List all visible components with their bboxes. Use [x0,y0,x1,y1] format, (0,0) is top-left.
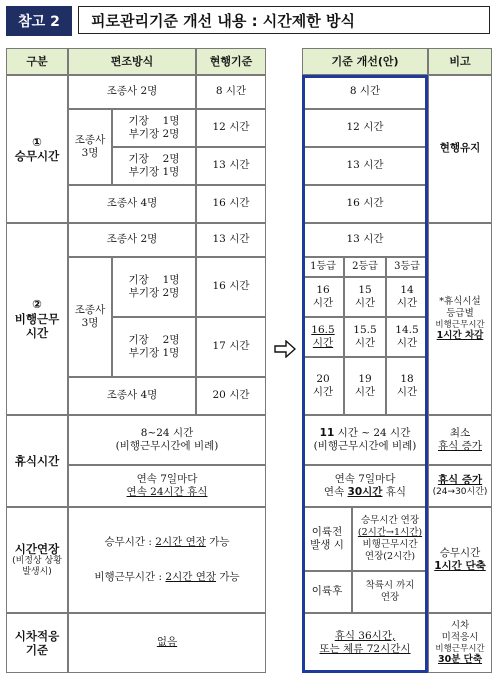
grade-header: 1등급 [302,257,344,277]
grade-hours: 19 [358,372,372,385]
category-label: 시간연장 [14,541,60,556]
grade-value [302,357,344,415]
current-rest-1 [68,415,266,465]
remark-flight: 현행유지 [428,75,492,223]
proposed-value: 16 시간 [302,185,428,223]
current-line: 연속 7일마다 [136,472,198,485]
current-value: 13 시간 [196,223,266,257]
proposed-line: 휴식 36시간, [334,629,396,642]
crew-line: 기장 2명 [128,152,180,165]
crew-cell: 조종사 4명 [68,185,196,223]
crew-line: 기장 1명 [128,114,180,127]
grade-hours: 18 [400,372,414,385]
grade-value [386,317,428,357]
grade-hours: 15.5 [353,323,377,336]
current-rest-2 [68,465,266,507]
grade-hours: 16.5 [311,323,335,336]
remark-duty [428,223,492,415]
current-line: 연속 24시간 휴식 [126,486,208,498]
current-line: 8~24 시간 [140,426,194,439]
grade-hours: 14 [400,283,414,296]
crew-cell: 조종사 4명 [68,377,196,415]
remark-line: 비행근무시간 [435,319,485,330]
crew-line: 기장 1명 [128,273,180,286]
crew-composition [112,317,196,377]
remark-line: (24→30시간) [432,486,488,497]
condition-after-takeoff: 이륙후 [302,571,352,613]
remark-emphasis: 1시간 단축 [434,560,486,572]
remark-rest-1 [428,415,492,465]
proposed-line: 비행근무시간 [362,539,418,550]
proposed-text: 시간 ~ 24 시간 [334,426,411,439]
grade-unit: 시간 [354,386,376,398]
crew-line: 부기장 1명 [128,166,180,178]
current-text: 승무시간 : [104,535,156,548]
crew-cell [68,257,112,377]
remark-emphasis: 1시간 차감 [436,330,484,342]
crew-composition [112,257,196,317]
remark-jetlag [428,613,492,673]
current-value: 13 시간 [196,147,266,185]
category-extension [6,507,68,613]
grade-unit: 시간 [396,337,418,349]
header-crew: 편조방식 [68,48,196,75]
header-remarks: 비고 [428,48,492,75]
section-tag: 참고 2 [6,6,72,36]
current-emphasis: 2시간 연장 [165,571,217,583]
category-label: 시차적응 [14,628,60,643]
emphasis-number: 11 [319,426,335,439]
current-text: 가능 [205,535,230,548]
crew-label: 조종사 [74,303,106,316]
remark-emphasis: 30분 단축 [437,654,483,666]
current-line: (비행근무시간에 비례) [115,440,219,452]
current-value: 16 시간 [196,185,266,223]
proposed-line: 연장 [380,592,400,603]
proposed-line: 연장(2시간) [364,550,416,562]
remark-line: 등급별 [446,307,474,319]
crew-composition [112,147,196,185]
proposed-line: 승무시간 연장 [360,515,420,527]
current-line [104,536,229,549]
header-current: 현행기준 [196,48,266,75]
crew-line: 부기장 2명 [128,128,180,140]
category-flight-time [6,75,68,223]
crew-count: 3명 [81,317,99,329]
proposed-line [324,486,406,499]
current-emphasis: 2시간 연장 [155,535,206,548]
header-category: 구분 [6,48,68,75]
grade-unit: 시간 [396,297,418,309]
proposed-value: 12 시간 [302,109,428,147]
proposed-text: 휴식 [382,486,407,498]
emphasis-number: 30시간 [347,486,383,498]
crew-cell [68,109,112,185]
category-duty-time [6,223,68,415]
category-number: ② [32,297,42,312]
arrow-right-icon [274,340,296,358]
current-extension [68,507,266,613]
condition-line: 이륙전 [311,525,343,538]
category-sublabel: (비정상 상황 [12,555,62,566]
crew-line: 부기장 1명 [128,347,180,359]
grade-hours: 16 [316,283,330,296]
grade-value [344,317,386,357]
category-number: ① [32,134,42,149]
grade-value [344,277,386,317]
proposed-rest-2 [302,465,428,507]
remark-line: 휴식 증가 [438,440,482,452]
remark-line: *휴식시설 [439,295,481,307]
proposed-jetlag [302,613,428,673]
crew-cell: 조종사 2명 [68,75,196,109]
proposed-line: 착륙시 까지 [365,580,415,592]
condition-before-takeoff [302,507,352,571]
category-jetlag [6,613,68,673]
crew-composition [112,109,196,147]
remark-line: 승무시간 [439,546,481,559]
remark-line: 비행근무시간 [435,643,485,654]
category-label: 승무시간 [14,149,60,163]
category-label: 비행근무 [14,311,60,326]
proposed-rest-1 [302,415,428,465]
category-rest: 휴식시간 [6,415,68,507]
grade-value [386,277,428,317]
proposed-after-takeoff [352,571,428,613]
grade-unit: 시간 [312,337,334,349]
grade-header: 3등급 [386,257,428,277]
grade-value [344,357,386,415]
current-text: 비행근무시간 : [94,571,166,583]
grade-unit: 시간 [354,297,376,309]
remark-line: 휴식 증가 [437,473,483,486]
crew-count: 3명 [81,147,99,159]
current-text: 가능 [216,571,240,583]
proposed-line [320,427,411,440]
current-value: 16 시간 [196,257,266,317]
category-sublabel: 발생시) [22,567,52,578]
crew-line: 부기장 2명 [128,287,180,299]
grade-hours: 14.5 [395,323,419,336]
crew-line: 기장 2명 [128,333,180,346]
proposed-text: 연속 [323,486,348,498]
crew-cell: 조종사 2명 [68,223,196,257]
grade-value [386,357,428,415]
remark-line: 시차 [450,619,470,631]
grade-unit: 시간 [354,337,376,349]
current-line [94,571,239,584]
proposed-value: 13 시간 [302,223,428,257]
grade-hours: 15 [358,283,372,296]
category-label: 시간 [25,326,49,341]
proposed-value: 8 시간 [302,75,428,109]
proposed-value: 13 시간 [302,147,428,185]
proposed-line: (비행근무시간에 비례) [313,440,417,452]
grade-value [302,277,344,317]
current-value: 12 시간 [196,109,266,147]
title-bar [6,6,492,36]
remark-rest-2 [428,465,492,507]
proposed-line: 연속 7일마다 [334,472,396,485]
grade-unit: 시간 [396,386,418,398]
grade-unit: 시간 [312,297,334,309]
proposed-before-takeoff [352,507,428,571]
current-value: 20 시간 [196,377,266,415]
grade-hours: 20 [316,372,330,385]
grade-unit: 시간 [312,386,334,398]
current-value: 17 시간 [196,317,266,377]
proposed-line: (2시간→1시간) [357,527,423,539]
comparison-table [6,48,492,666]
grade-value [302,317,344,357]
condition-line: 발생 시 [310,539,344,551]
remark-extension [428,507,492,613]
crew-label: 조종사 [74,133,106,146]
remark-line: 최소 [449,426,471,439]
remark-line: 미적응시 [441,631,479,643]
current-jetlag: 없음 [68,613,266,673]
category-label: 기준 [25,643,49,657]
page-title: 피로관리기준 개선 내용 : 시간제한 방식 [78,6,490,34]
grade-header: 2등급 [344,257,386,277]
proposed-line: 또는 체류 72시간시 [319,643,411,655]
current-value: 8 시간 [196,75,266,109]
header-proposed: 기준 개선(안) [302,48,428,75]
